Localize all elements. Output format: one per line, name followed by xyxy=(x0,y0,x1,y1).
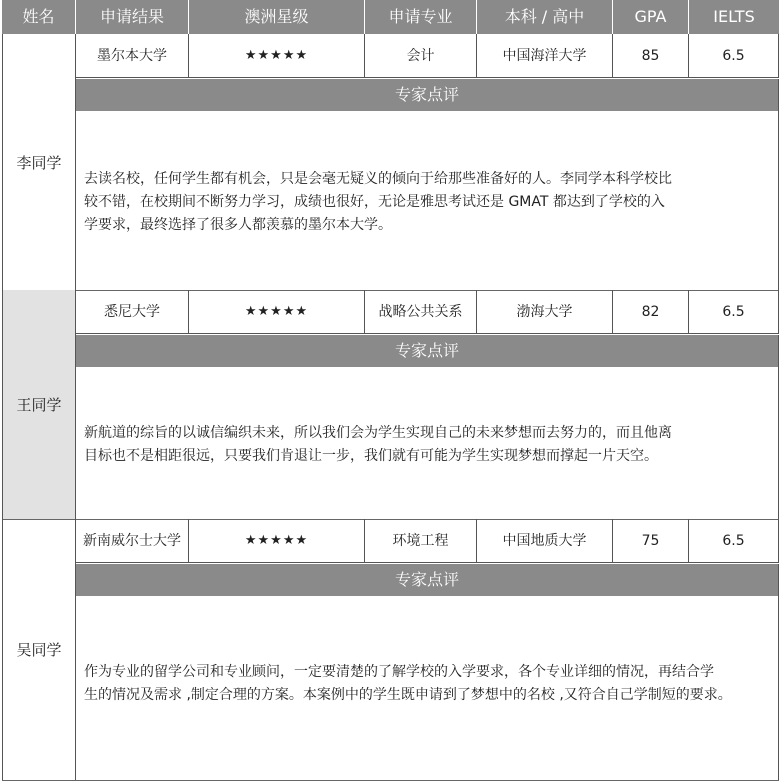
header-major: 申请专业 xyxy=(365,0,477,34)
expert-review-band: 专家点评 xyxy=(76,335,779,367)
ielts-cell: 6.5 xyxy=(689,519,779,563)
major-cell: 会计 xyxy=(365,34,477,78)
header-result: 申请结果 xyxy=(76,0,189,34)
student-name: 吴同学 xyxy=(2,519,76,780)
school-cell: 渤海大学 xyxy=(477,290,613,334)
star-rating: ★★★★★ xyxy=(189,34,365,78)
header-name: 姓名 xyxy=(2,0,76,34)
comment-line: 目标也不是相距很远，只要我们肯退让一步，我们就有可能为学生实现梦想而撑起一片天空。 xyxy=(84,448,658,464)
result-cell: 新南威尔士大学 xyxy=(76,519,189,563)
header-school: 本科 / 高中 xyxy=(477,0,613,34)
expert-review-band: 专家点评 xyxy=(76,564,779,596)
comment-line: 较不错，在校期间不断努力学习，成绩也很好，无论是雅思考试还是 GMAT 都达到了学校的入 xyxy=(84,194,665,210)
major-cell: 战略公共关系 xyxy=(365,290,477,334)
ielts-cell: 6.5 xyxy=(689,34,779,78)
star-rating: ★★★★★ xyxy=(189,290,365,334)
comment-line: 学要求，最终选择了很多人都羡慕的墨尔本大学。 xyxy=(84,217,392,233)
comment-line: 作为专业的留学公司和专业顾问，一定要清楚的了解学校的入学要求，各个专业详细的情况，再结合学 xyxy=(84,664,714,680)
expert-comment xyxy=(76,367,779,519)
table-header-row xyxy=(2,0,779,34)
comment-line: 生的情况及需求 ,制定合理的方案。本案例中的学生既申请到了梦想中的名校 ,又符合自己学制短的要求。 xyxy=(84,687,732,703)
expert-comment xyxy=(76,596,779,780)
gpa-cell: 82 xyxy=(613,290,689,334)
header-gpa: GPA xyxy=(613,0,689,34)
major-cell: 环境工程 xyxy=(365,519,477,563)
result-cell: 墨尔本大学 xyxy=(76,34,189,78)
student-row-wu xyxy=(2,519,779,781)
header-stars: 澳洲星级 xyxy=(189,0,365,34)
result-cell: 悉尼大学 xyxy=(76,290,189,334)
ielts-cell: 6.5 xyxy=(689,290,779,334)
student-name: 王同学 xyxy=(2,290,76,519)
star-rating: ★★★★★ xyxy=(189,519,365,563)
school-cell: 中国海洋大学 xyxy=(477,34,613,78)
student-row-wang xyxy=(2,290,779,520)
student-name: 李同学 xyxy=(2,34,76,290)
comment-line: 去读名校，任何学生都有机会，只是会毫无疑义的倾向于给那些准备好的人。李同学本科学校比 xyxy=(84,171,672,187)
header-ielts: IELTS xyxy=(713,7,755,26)
student-row-li xyxy=(2,34,779,291)
comment-line: 新航道的综旨的以诚信编织未来，所以我们会为学生实现自己的未来梦想而去努力的，而且他离 xyxy=(84,425,672,441)
expert-review-band: 专家点评 xyxy=(76,79,779,111)
school-cell: 中国地质大学 xyxy=(477,519,613,563)
expert-comment xyxy=(76,111,779,290)
gpa-cell: 85 xyxy=(613,34,689,78)
gpa-cell: 75 xyxy=(613,519,689,563)
